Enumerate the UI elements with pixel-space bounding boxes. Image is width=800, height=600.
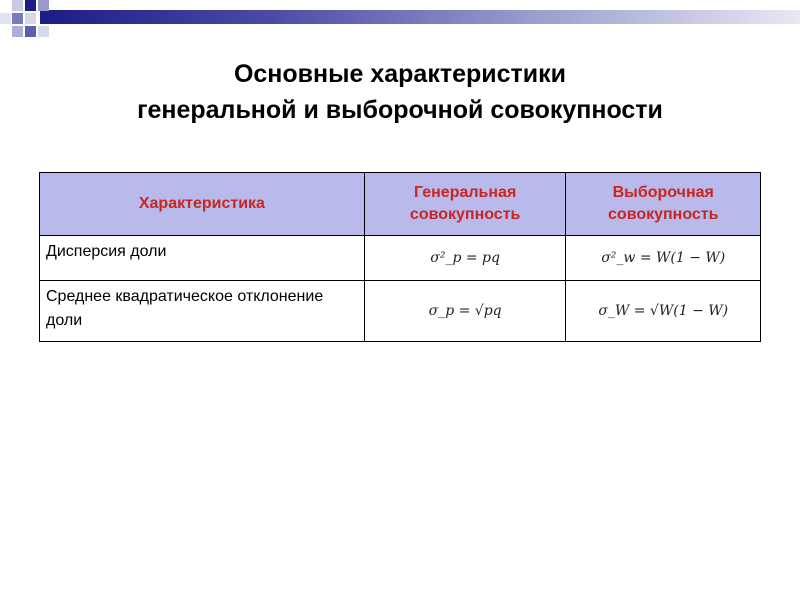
page-title [0,56,800,128]
table-header-row [40,173,761,236]
formula-text: σ_W = √W(1 − W) [598,303,729,319]
decor-square-icon [25,13,36,24]
decor-square-icon [12,26,23,37]
decor-square-icon [25,26,36,37]
decor-square-icon [12,13,23,24]
formula-text: σ_p = √pq [428,303,502,319]
decor-square-icon [38,26,49,37]
table-row [40,236,761,281]
formula-text: σ²_p = pq [430,250,500,266]
decor-square-icon [25,0,36,11]
row-label: Дисперсия доли [40,236,365,281]
title-line-1: Основные характеристики [233,60,567,88]
decor-square-icon [12,0,23,11]
header-sample-population: Выборочная совокупность [566,173,761,236]
sample-variance-formula [566,236,761,281]
general-variance-formula [364,236,566,281]
table-row [40,281,761,342]
header-general-population: Генеральная совокупность [364,173,566,236]
formula-text: σ²_w = W(1 − W) [601,250,726,266]
characteristics-table [39,172,761,342]
decor-square-icon [38,0,49,11]
top-decorative-band [40,10,800,24]
decor-square-icon [0,13,11,24]
title-line-2: генеральной и выборочной совокупности [137,96,663,124]
row-label: Среднее квадратическое отклонение доли [40,281,365,342]
sample-std-formula [566,281,761,342]
general-std-formula [364,281,566,342]
header-characteristic: Характеристика [40,173,365,236]
